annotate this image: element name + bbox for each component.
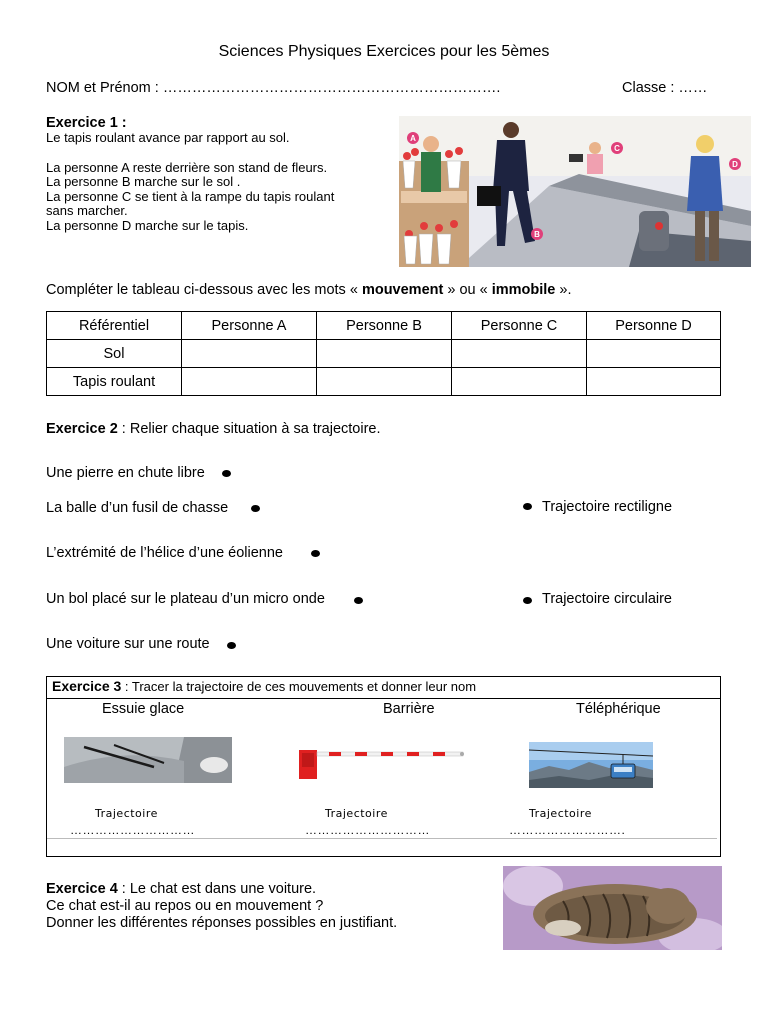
label-c: C bbox=[614, 144, 620, 153]
answer-cell[interactable] bbox=[182, 340, 317, 368]
exercise-1-line: La personne B marche sur le sol . bbox=[46, 174, 241, 189]
row-label: Tapis roulant bbox=[47, 368, 182, 396]
answer-cell[interactable] bbox=[182, 368, 317, 396]
exercise-2-heading: Exercice 2 : Relier chaque situation à sa trajectoire. bbox=[46, 421, 381, 437]
answer-cell[interactable] bbox=[452, 368, 587, 396]
name-field-label: NOM et Prénom : ……………………………………………………………. bbox=[46, 80, 501, 96]
answer-dots[interactable]: ………………………… bbox=[305, 823, 430, 837]
table-header-row bbox=[47, 312, 721, 340]
moving-walkway-illustration bbox=[399, 116, 751, 267]
exercise-1-intro: Le tapis roulant avance par rapport au sol. bbox=[46, 130, 290, 145]
exercise-3-heading: Exercice 3 : Tracer la trajectoire de ces mouvements et donner leur nom bbox=[47, 677, 720, 699]
barrier-image bbox=[299, 745, 465, 779]
table-header: Référentiel bbox=[47, 312, 182, 340]
divider bbox=[47, 838, 717, 839]
connector-dot[interactable] bbox=[354, 597, 363, 604]
answer-cell[interactable] bbox=[587, 340, 721, 368]
exercise-4-question: Ce chat est-il au repos ou en mouvement ? bbox=[46, 898, 324, 914]
table-row bbox=[47, 368, 721, 396]
column-title-barrier: Barrière bbox=[383, 701, 435, 717]
situation-label: Un bol placé sur le plateau d’un micro onde bbox=[46, 591, 325, 607]
exercise-4-instruction: Donner les différentes réponses possibles en justifiant. bbox=[46, 915, 398, 931]
row-label: Sol bbox=[47, 340, 182, 368]
situation-label: Une pierre en chute libre bbox=[46, 465, 205, 481]
reference-frame-table bbox=[46, 311, 721, 396]
exercise-1-line: La personne C se tient à la rampe du tapis roulant bbox=[46, 189, 335, 204]
class-field-label: Classe : …… bbox=[622, 80, 708, 96]
label-b: B bbox=[534, 230, 540, 239]
trajectory-caption: Trajectoire bbox=[325, 807, 388, 820]
table-row bbox=[47, 340, 721, 368]
trajectory-caption: Trajectoire bbox=[95, 807, 158, 820]
column-title-wiper: Essuie glace bbox=[102, 701, 185, 717]
trajectory-caption: Trajectoire bbox=[529, 807, 592, 820]
table-instruction: Compléter le tableau ci-dessous avec les mots « mouvement » ou « immobile ». bbox=[46, 282, 572, 298]
table-header: Personne D bbox=[587, 312, 721, 340]
answer-dots[interactable]: ………………………… bbox=[70, 823, 195, 837]
sleeping-cat-image bbox=[503, 866, 722, 950]
windshield-wiper-image bbox=[64, 737, 232, 783]
exercise-1-title: Exercice 1 : bbox=[46, 115, 127, 131]
exercise-1-line: sans marcher. bbox=[46, 203, 128, 218]
exercise-4-heading: Exercice 4 : Le chat est dans une voiture. bbox=[46, 881, 317, 897]
situation-label: L’extrémité de l’hélice d’une éolienne bbox=[46, 545, 283, 561]
answer-cell[interactable] bbox=[317, 340, 452, 368]
connector-dot[interactable] bbox=[251, 505, 260, 512]
answer-dots[interactable]: ………………………. bbox=[509, 823, 626, 837]
connector-dot[interactable] bbox=[523, 503, 532, 510]
column-title-cable-car: Téléphérique bbox=[576, 701, 661, 717]
situation-label: Une voiture sur une route bbox=[46, 636, 210, 652]
cable-car-image bbox=[529, 742, 653, 788]
connector-dot[interactable] bbox=[227, 642, 236, 649]
connector-dot[interactable] bbox=[311, 550, 320, 557]
exercise-1-line: La personne D marche sur le tapis. bbox=[46, 218, 249, 233]
answer-cell[interactable] bbox=[587, 368, 721, 396]
label-a: A bbox=[410, 134, 416, 143]
label-d: D bbox=[732, 160, 738, 169]
page-title: Sciences Physiques Exercices pour les 5èmes bbox=[218, 43, 550, 60]
table-header: Personne A bbox=[182, 312, 317, 340]
situation-label: La balle d’un fusil de chasse bbox=[46, 500, 229, 516]
connector-dot[interactable] bbox=[523, 597, 532, 604]
table-header: Personne B bbox=[317, 312, 452, 340]
exercise-1-line: La personne A reste derrière son stand de fleurs. bbox=[46, 160, 328, 175]
trajectory-label: Trajectoire circulaire bbox=[542, 591, 672, 607]
trajectory-label: Trajectoire rectiligne bbox=[542, 499, 673, 515]
answer-cell[interactable] bbox=[317, 368, 452, 396]
answer-cell[interactable] bbox=[452, 340, 587, 368]
connector-dot[interactable] bbox=[222, 470, 231, 477]
exercise-3-box bbox=[46, 676, 721, 857]
table-header: Personne C bbox=[452, 312, 587, 340]
